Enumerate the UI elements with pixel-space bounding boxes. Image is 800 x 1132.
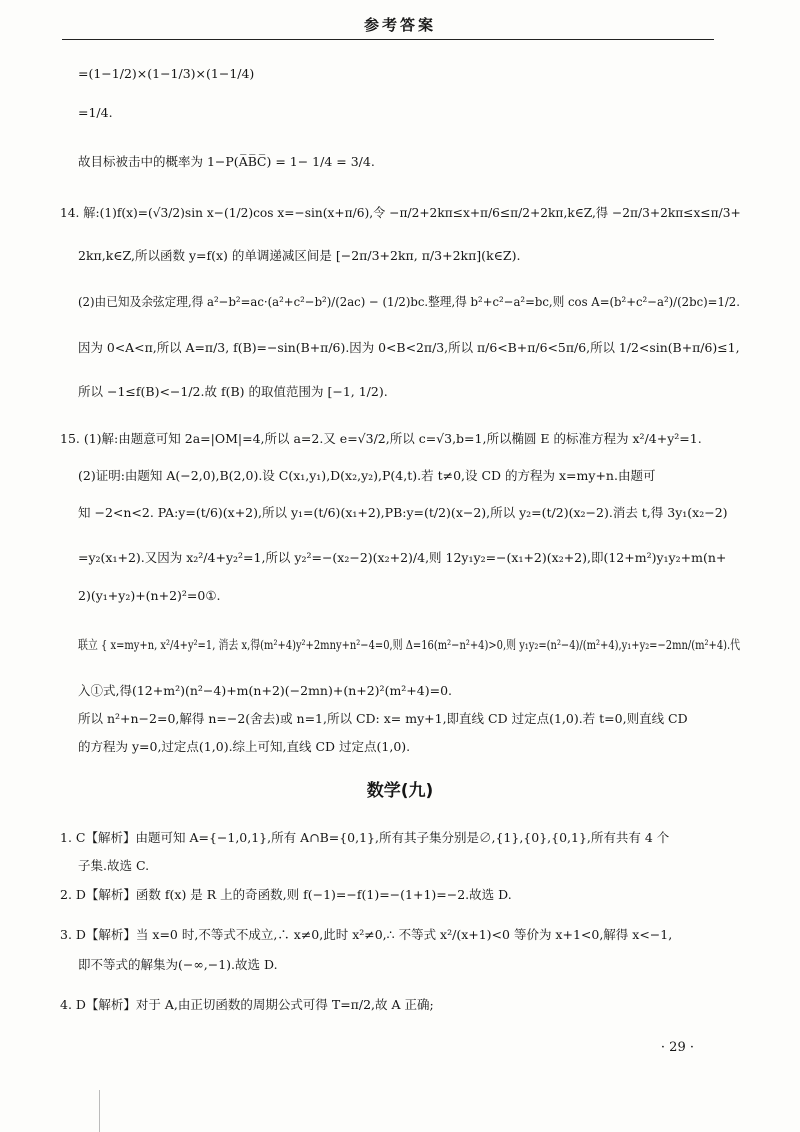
problem-15-line: =y₂(x₁+2).又因为 x₂²/4+y₂²=1,所以 y₂²=−(x₂−2)(x₂+2)/4,则 12y₁y₂=−(x₁+2)(x₂+2),即(12+m²)y₁y₂+m(n+ [78, 550, 727, 565]
problem-15-line: 所以 n²+n−2=0,解得 n=−2(舍去)或 n=1,所以 CD: x= my+1,即直线 CD 过定点(1,0).若 t=0,则直线 CD [78, 711, 688, 726]
page-number: · 29 · [660, 1040, 694, 1055]
header-divider [62, 39, 714, 40]
problem-15-line: 入①式,得(12+m²)(n²−4)+m(n+2)(−2mn)+(n+2)²(m²+4)=0. [78, 683, 453, 698]
answer-line: 子集.故选 C. [78, 858, 150, 873]
answer-line: 即不等式的解集为(−∞,−1).故选 D. [78, 957, 278, 972]
problem-15-line: 的方程为 y=0,过定点(1,0).综上可知,直线 CD 过定点(1,0). [78, 739, 411, 754]
problem-14-line: 所以 −1≤f(B)<−1/2.故 f(B) 的取值范围为 [−1, 1/2). [78, 384, 388, 399]
answer-line: 2. D【解析】函数 f(x) 是 R 上的奇函数,则 f(−1)=−f(1)=−(1+1)=−2.故选 D. [60, 887, 512, 902]
problem-15-line: 15. (1)解:由题意可知 2a=|OM|=4,所以 a=2.又 e=√3/2,所以 c=√3,b=1,所以椭圆 E 的标准方程为 x²/4+y²=1. [60, 431, 702, 446]
problem-15-line: (2)证明:由题知 A(−2,0),B(2,0).设 C(x₁,y₁),D(x₂,y₂),P(4,t).若 t≠0,设 CD 的方程为 x=my+n.由题可 [78, 468, 656, 483]
problem-14-line: 2kπ,k∈Z,所以函数 y=f(x) 的单调递减区间是 [−2π/3+2kπ, π/3+2kπ](k∈Z). [78, 248, 521, 263]
problem-15-line: 联立 { x=my+n, x²/4+y²=1, 消去 x,得(m²+4)y²+2mny+n²−4=0,则 Δ=16(m²−n²+4)>0,则 y₁y₂=(n²−4)/(m²+4),y₁+y₂=−2mn/(m²+4).代 [78, 637, 741, 652]
margin-line [99, 1090, 100, 1132]
problem-14-line: 14. 解:(1)f(x)=(√3/2)sin x−(1/2)cos x=−sin(x+π/6),令 −π/2+2kπ≤x+π/6≤π/2+2kπ,k∈Z,得 −2π/3+2kπ≤x≤π/3+ [60, 205, 741, 220]
problem-14-line: (2)由已知及余弦定理,得 a²−b²=ac·(a²+c²−b²)/(2ac) − (1/2)bc.整理,得 b²+c²−a²=bc,则 cos A=(b²+c²−a²)/(2bc)=1/2. [78, 294, 740, 309]
page-header-title: 参考答案 [363, 16, 436, 34]
solution-line: =(1−1/2)×(1−1/3)×(1−1/4) [78, 66, 255, 81]
answer-line: 4. D【解析】对于 A,由正切函数的周期公式可得 T=π/2,故 A 正确; [60, 997, 434, 1012]
answer-line: 1. C【解析】由题可知 A={−1,0,1},所有 A∩B={0,1},所有其子集分别是∅,{1},{0},{0,1},所有共有 4 个 [60, 830, 670, 845]
problem-15-line: 知 −2<n<2. PA:y=(t/6)(x+2),所以 y₁=(t/6)(x₁+2),PB:y=(t/2)(x−2),所以 y₂=(t/2)(x₂−2).消去 t,得 3y₁(x₂−2) [78, 505, 728, 520]
solution-line: 故目标被击中的概率为 1−P(A̅B̅C̅) = 1− 1/4 = 3/4. [78, 154, 375, 169]
problem-15-line: 2)(y₁+y₂)+(n+2)²=0①. [78, 588, 221, 603]
solution-line: =1/4. [78, 105, 113, 120]
section-heading: 数学(九) [366, 781, 434, 801]
problem-14-line: 因为 0<A<π,所以 A=π/3, f(B)=−sin(B+π/6).因为 0<B<2π/3,所以 π/6<B+π/6<5π/6,所以 1/2<sin(B+π/6)≤1, [78, 340, 740, 355]
answer-line: 3. D【解析】当 x=0 时,不等式不成立,∴ x≠0,此时 x²≠0,∴ 不等式 x²/(x+1)<0 等价为 x+1<0,解得 x<−1, [60, 927, 673, 942]
